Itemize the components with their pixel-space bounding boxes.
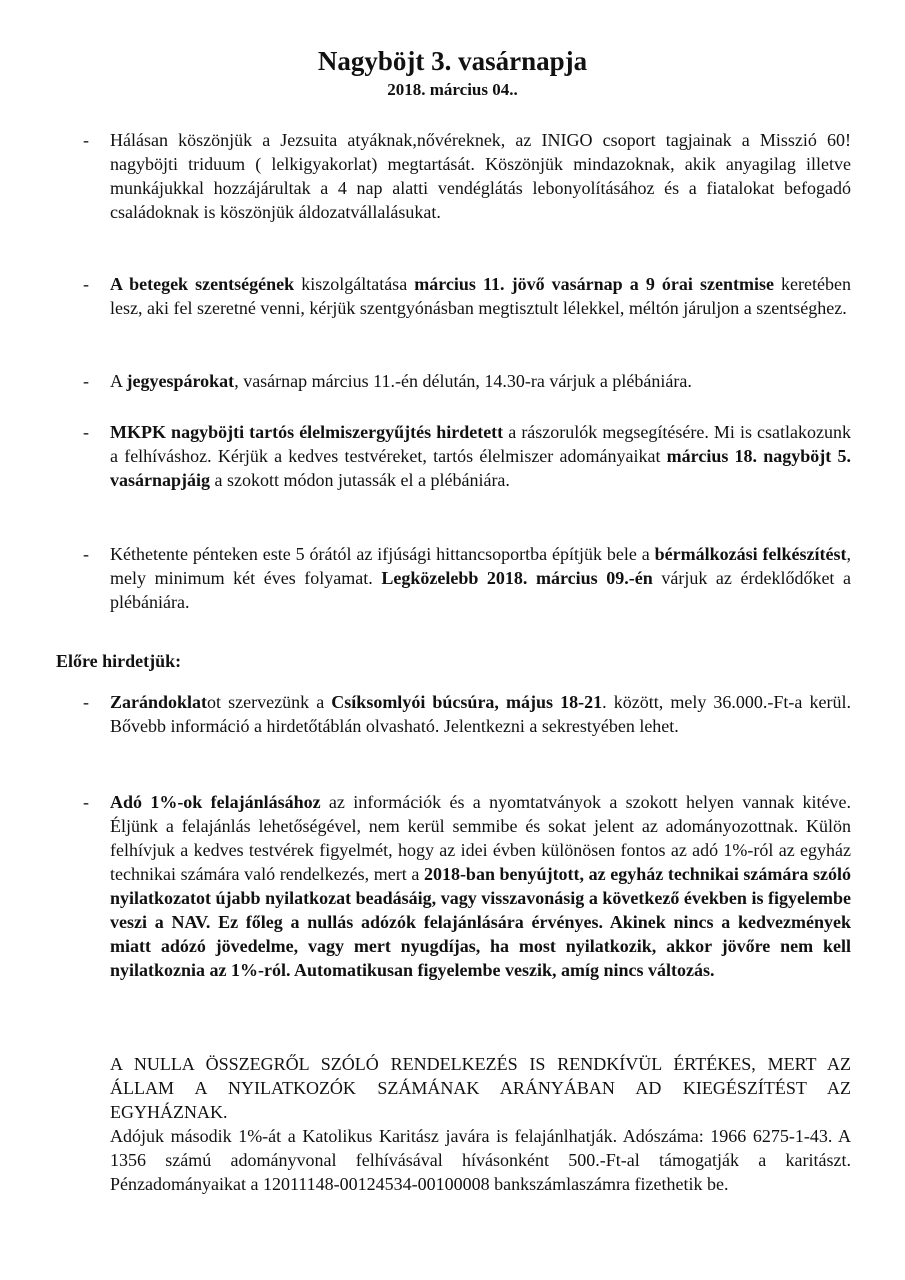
announcement-emphasis: március 11. jövő vasárnap a 9 órai szentmise	[414, 274, 774, 294]
announcement-emphasis: MKPK nagyböjti tartós élelmiszergyűjtés hirdetett	[110, 422, 504, 442]
announcement-text	[110, 128, 851, 224]
notice-text: Adójuk második 1%-át a Katolikus Karitász javára is felajánlhatják. Adószáma: 1966 6275-1-43. A 1356 számú adományvonal felhívásával hívásonként 500.-Ft-al támogatják a karitászt. Pénzadományaikat a 12011148-00124534-00100008 bankszámlaszámra fizethetik be.	[110, 1126, 851, 1194]
advance-emphasis: 2018-ban benyújtott, az egyház technikai számára szóló nyilatkozatot újabb nyilatkozat beadásáig, vagy visszavonásig a következő években is figyelembe veszi a NAV. Ez főleg a nullás adózók felajánlására érvényes. Akinek nincs a kedvezmények miatt adózó jövedelme, vagy mert nyugdíjas, ha most nyilatkozik, akkor jövőre nem kell nyilatkoznia az 1%-ról. Automatikusan figyelembe veszik, amíg nincs változás.	[110, 864, 851, 980]
list-dash: -	[83, 371, 89, 391]
advance-body: . között, mely 36.000.-Ft-a kerül. Bővebb információ a hirdetőtáblán olvasható. Jelentkezni a sekrestyében lehet.	[110, 692, 852, 736]
list-dash: -	[83, 422, 89, 442]
announcement-body: várjuk az érdeklődőket a plébániára.	[110, 568, 852, 612]
advance-body: az információk és a nyomtatványok a szokott helyen vannak kitéve. Éljünk a felajánlás lehetőségével, nem kerül semmibe és sokat jelent az adományozottnak. Külön felhívjuk a kedves testvérek figyelmét, hogy az idei évben különösen fontos az adó 1%-ról az egyház technikai számára való rendelkezés, mert a	[110, 792, 851, 884]
advance-text	[110, 690, 851, 738]
advance-emphasis: Adó 1%-ok felajánlásához	[110, 792, 321, 812]
advance-body: ot szervezünk a	[207, 692, 332, 712]
list-dash: -	[83, 692, 89, 712]
page-date: 2018. március 04..	[387, 80, 518, 99]
list-dash: -	[83, 274, 89, 294]
list-dash: -	[83, 130, 89, 150]
announcement-body: kiszolgáltatása	[294, 274, 415, 294]
list-dash: -	[83, 792, 89, 812]
announcement-emphasis: március 18. nagyböjt 5. vasárnapjáig	[110, 446, 851, 490]
announcement-text	[110, 542, 851, 614]
announcement-body: Kéthetente pénteken este 5 órától az ifjúsági hittancsoportba építjük bele a	[110, 544, 655, 564]
announcement-body: , mely minimum két éves folyamat.	[110, 544, 851, 588]
announcement-emphasis: bérmálkozási felkészítést	[654, 544, 847, 564]
announcement-emphasis: Legközelebb 2018. március 09.-én	[381, 568, 653, 588]
announcement-body: a szokott módon jutassák el a plébániára.	[210, 470, 510, 490]
announcement-text	[110, 369, 851, 393]
announcement-text	[110, 420, 851, 492]
page-title: Nagyböjt 3. vasárnapja	[317, 46, 588, 76]
announcement-emphasis: A betegek szentségének	[110, 274, 295, 294]
announcement-text	[110, 272, 851, 320]
advance-text	[110, 790, 851, 982]
announcement-body: A	[110, 371, 127, 391]
announcement-body: , vasárnap március 11.-én délután, 14.30-ra várjuk a plébániára.	[234, 371, 692, 391]
announcement-body: Hálásan köszönjük a Jezsuita atyáknak,nővéreknek, az INIGO csoport tagjainak a Misszió 60! nagyböjti triduum ( lelkigyakorlat) megtartását. Köszönjük mindazoknak, akik anyagilag illetve munkájukkal hozzájárultak a 4 nap alatti vendéglátás lebonyolításához és a fiatalokat befogadó családoknak is köszönjük áldozatvállalásukat.	[110, 130, 851, 222]
advance-emphasis: Csíksomlyói búcsúra, május 18-21	[331, 692, 603, 712]
announcement-body: a rászorulók megsegítésére. Mi is csatlakozunk a felhíváshoz. Kérjük a kedves testvéreket, tartós élelmiszer adományaikat	[110, 422, 851, 466]
closing-notice	[110, 1052, 851, 1196]
advance-emphasis: Zarándoklat	[110, 692, 208, 712]
announcement-emphasis: jegyespárokat	[126, 371, 235, 391]
section-heading: Előre hirdetjük:	[56, 651, 182, 671]
notice-caps: A NULLA ÖSSZEGRŐL SZÓLÓ RENDELKEZÉS IS RENDKÍVÜL ÉRTÉKES, MERT AZ ÁLLAM A NYILATKOZÓK SZÁMÁNAK ARÁNYÁBAN AD KIEGÉSZÍTÉST AZ EGYHÁZNAK.	[110, 1054, 851, 1122]
list-dash: -	[83, 544, 89, 564]
announcement-body: keretében lesz, aki fel szeretné venni, kérjük szentgyónásban megtisztult lélekkel, méltón járuljon a szentséghez.	[110, 274, 851, 318]
